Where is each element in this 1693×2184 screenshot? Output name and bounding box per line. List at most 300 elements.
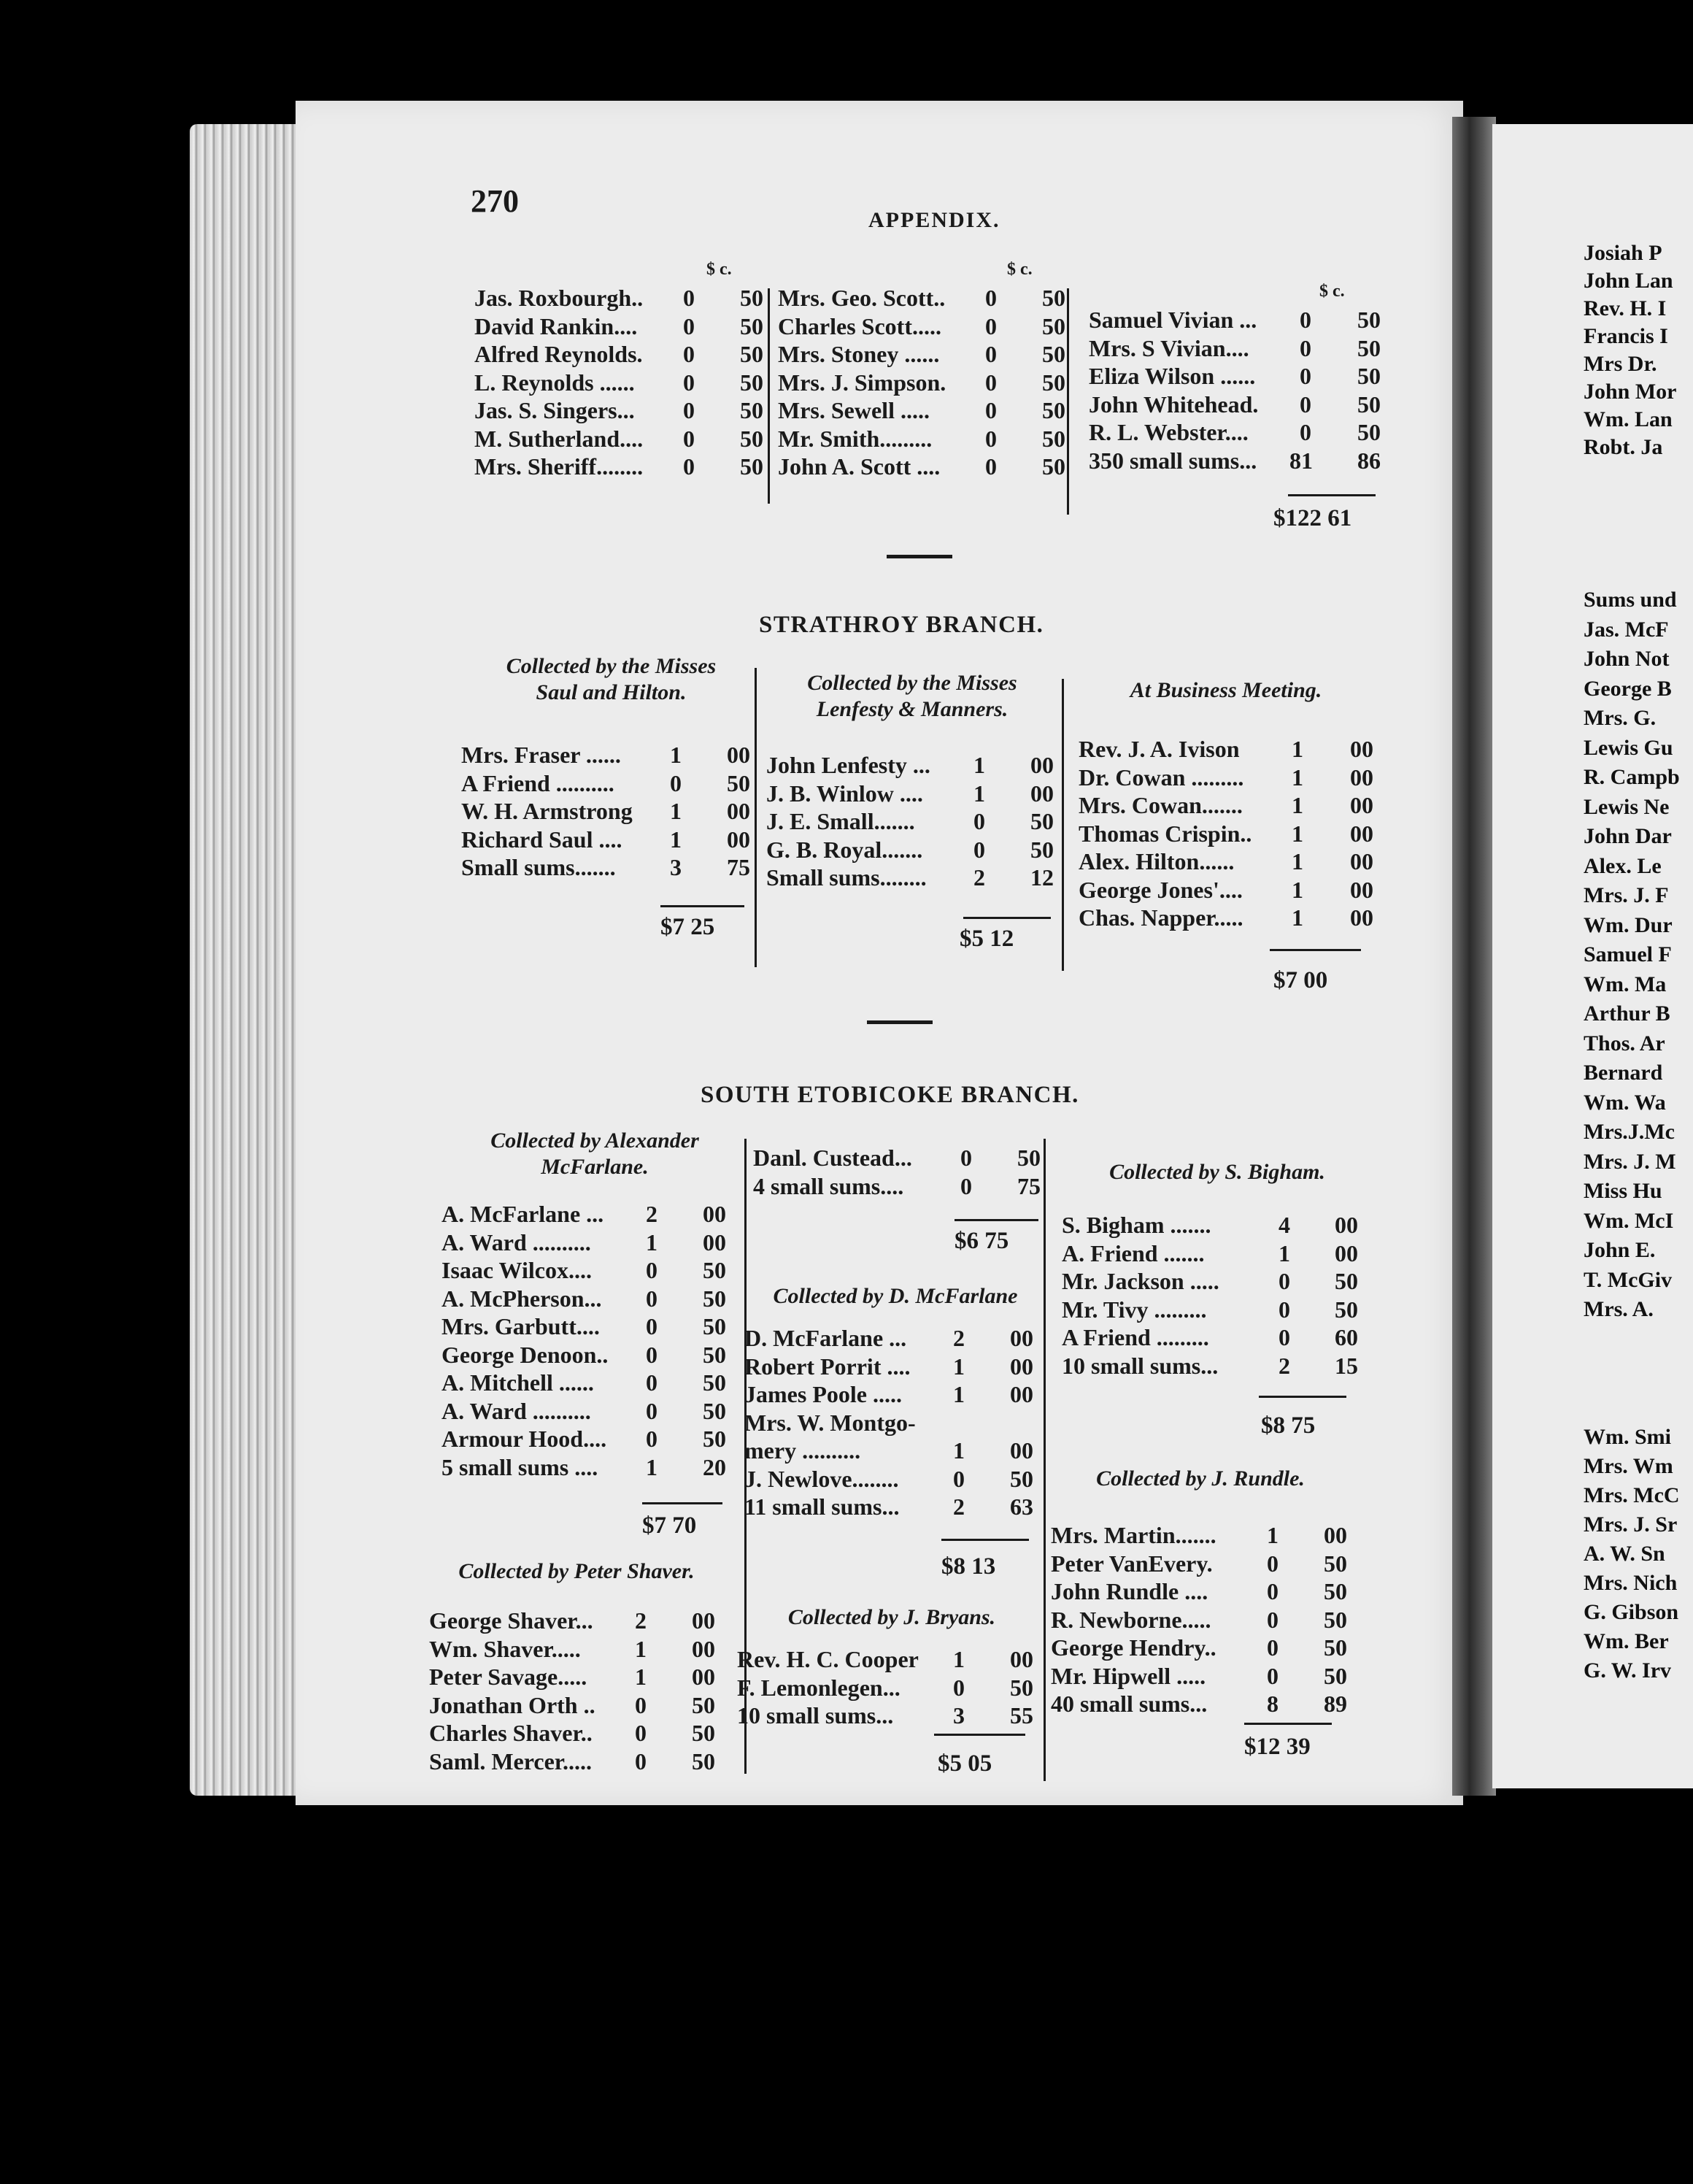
ledger-row [778, 313, 1070, 342]
amount-dollars: 1 [670, 798, 682, 824]
amount-dollars: 0 [960, 1172, 972, 1199]
contributor-name: George Jones'.... [1079, 876, 1243, 903]
ledger-row [1079, 820, 1373, 849]
right-page-line: Lewis Ne [1584, 794, 1670, 819]
contributor-name: Peter Savage..... [429, 1664, 587, 1690]
contributor-name: A Friend .......... [461, 769, 614, 796]
amount-cents: 00 [1335, 1212, 1358, 1238]
ledger-row [778, 369, 1070, 398]
book-page-edges [190, 124, 299, 1796]
ledger-row [744, 1325, 1036, 1353]
ledger-row [1089, 447, 1381, 476]
contributor-name: Charles Scott..... [778, 312, 941, 339]
amount-dollars: 0 [646, 1426, 657, 1452]
etobicoke-col1a-title: Collected by Alexander McFarlane. [490, 1128, 699, 1179]
amount-cents: 00 [1350, 820, 1373, 847]
ledger-row [1089, 363, 1381, 391]
amount-cents: 50 [1324, 1550, 1347, 1577]
amount-cents: 00 [1350, 736, 1373, 762]
amount-dollars: 0 [670, 769, 682, 796]
ledger-row [441, 1454, 733, 1483]
ledger-row [1062, 1239, 1358, 1269]
amount-cents: 50 [740, 425, 763, 452]
right-page-line: John E. [1584, 1238, 1656, 1262]
ledger-row [461, 770, 753, 799]
right-page-line: Wm. McI [1584, 1208, 1674, 1233]
ledger-row [766, 752, 1058, 780]
strathroy-col3-title: At Business Meeting. [1130, 678, 1322, 702]
contributor-name: Alex. Hilton...... [1079, 848, 1235, 874]
ledger-row [1051, 1522, 1347, 1550]
strathroy-col3-total: $7 00 [1273, 967, 1328, 993]
contributor-name: Small sums....... [461, 854, 616, 880]
amount-dollars: 1 [1292, 848, 1303, 874]
contributor-name: Thomas Crispin.. [1079, 820, 1252, 847]
sum-rule [955, 1219, 1038, 1221]
etobicoke-col3a-title: Collected by S. Bigham. [1109, 1160, 1325, 1184]
contributor-name: Saml. Mercer..... [429, 1747, 593, 1774]
amount-cents: 00 [1350, 904, 1373, 931]
right-page-line: John Mor [1584, 380, 1677, 404]
ledger-row [1089, 307, 1381, 335]
section-separator [867, 1020, 933, 1024]
amount-cents: 00 [703, 1228, 726, 1256]
ledger-row [441, 1257, 733, 1285]
etobicoke-col2a-list [753, 1145, 1045, 1201]
sum-rule [1259, 1396, 1346, 1398]
amount-cents: 75 [727, 854, 750, 880]
right-page-line: John Not [1584, 647, 1670, 671]
amount-cents: 00 [1030, 752, 1054, 778]
contributor-name: Alfred Reynolds. [474, 341, 643, 367]
amount-dollars: 81 [1289, 447, 1313, 474]
amount-dollars: 1 [1292, 904, 1303, 931]
contributor-name: J. B. Winlow .... [766, 780, 923, 807]
amount-dollars: 0 [683, 285, 695, 311]
ledger-row [1079, 876, 1373, 905]
sum-rule [963, 917, 1051, 919]
ledger-row [1051, 1578, 1347, 1607]
amount-dollars: 0 [683, 369, 695, 396]
amount-dollars: 1 [973, 780, 985, 807]
column-rule [1062, 679, 1064, 971]
right-page-line: Jas. McF [1584, 617, 1669, 642]
contributor-name: Dr. Cowan ......... [1079, 764, 1244, 791]
amount-dollars: 1 [670, 826, 682, 853]
contributor-name: Robert Porrit .... [744, 1353, 911, 1380]
ledger-row [778, 341, 1070, 369]
amount-cents: 50 [1042, 369, 1065, 396]
ledger-row [1051, 1550, 1347, 1579]
contributor-name: Mrs. W. Montgo- [744, 1409, 916, 1436]
ledger-row [441, 1369, 733, 1398]
right-page-line: Wm. Dur [1584, 912, 1673, 937]
amount-dollars: 1 [646, 1228, 657, 1256]
amount-cents: 50 [1324, 1578, 1347, 1604]
top-col-1 [474, 285, 766, 482]
amount-cents: 00 [692, 1607, 715, 1634]
page-number: 270 [471, 183, 519, 219]
amount-dollars: 1 [1267, 1522, 1279, 1548]
amount-cents: 00 [692, 1635, 715, 1662]
amount-cents: 60 [1335, 1324, 1358, 1350]
amount-dollars: 0 [985, 425, 997, 452]
right-page-line: Samuel F [1584, 942, 1672, 966]
contributor-name: Mrs. J. Simpson. [778, 369, 946, 396]
strathroy-col1-total: $7 25 [660, 914, 715, 940]
dollar-cents-header: $ c. [1319, 282, 1345, 301]
right-page-line: Rev. H. I [1584, 296, 1667, 320]
contributor-name: F. Lemonlegen... [737, 1674, 901, 1701]
ledger-row [1089, 419, 1381, 447]
amount-cents: 00 [1335, 1239, 1358, 1266]
sum-rule [934, 1734, 1025, 1736]
ledger-row [1062, 1324, 1358, 1353]
ledger-row [778, 397, 1070, 426]
amount-cents: 00 [1350, 792, 1373, 818]
contributor-name: Mrs. Fraser ...... [461, 742, 621, 768]
amount-cents: 20 [703, 1453, 726, 1480]
amount-cents: 50 [740, 397, 763, 423]
amount-cents: 12 [1030, 864, 1054, 891]
amount-dollars: 0 [953, 1465, 965, 1492]
amount-dollars: 0 [973, 808, 985, 834]
ledger-row [744, 1466, 1036, 1494]
amount-cents: 00 [1010, 1437, 1033, 1464]
amount-dollars: 0 [646, 1313, 657, 1339]
ledger-row [474, 426, 766, 454]
contributor-name: Mrs. Stoney ...... [778, 341, 940, 367]
ledger-row [737, 1646, 1033, 1674]
dollar-cents-header: $ c. [706, 260, 732, 279]
ledger-row [753, 1173, 1045, 1201]
contributor-name: 350 small sums... [1089, 447, 1257, 474]
amount-cents: 50 [703, 1341, 726, 1368]
right-page-line: G. Gibson [1584, 1600, 1679, 1624]
amount-dollars: 0 [1267, 1550, 1279, 1577]
contributor-name: 4 small sums.... [753, 1172, 904, 1199]
amount-dollars: 1 [635, 1664, 647, 1690]
ledger-row [474, 341, 766, 369]
column-rule [755, 668, 757, 967]
right-page-line: Miss Hu [1584, 1179, 1662, 1203]
contributor-name: Samuel Vivian ... [1089, 307, 1257, 333]
amount-dollars: 1 [1292, 820, 1303, 847]
strathroy-col2-title: Collected by the Misses Lenfesty & Manners. [807, 671, 1017, 721]
strathroy-col3-list [1079, 736, 1373, 933]
amount-dollars: 1 [1292, 736, 1303, 762]
right-page-line: Mrs. J. Sr [1584, 1512, 1678, 1537]
amount-dollars: 0 [646, 1397, 657, 1424]
contributor-name: A Friend ......... [1062, 1324, 1209, 1350]
ledger-row [461, 742, 753, 770]
ledger-row [474, 285, 766, 313]
amount-dollars: 0 [985, 369, 997, 396]
contributor-name: Chas. Napper..... [1079, 904, 1243, 931]
ledger-row [429, 1720, 721, 1748]
ledger-row [1079, 848, 1373, 877]
amount-cents: 50 [1042, 397, 1065, 423]
amount-dollars: 1 [1292, 876, 1303, 903]
amount-cents: 50 [703, 1426, 726, 1452]
amount-cents: 50 [740, 369, 763, 396]
amount-dollars: 0 [1300, 307, 1311, 333]
ledger-row [429, 1636, 721, 1664]
amount-cents: 50 [703, 1369, 726, 1396]
contributor-name: R. L. Webster.... [1089, 419, 1249, 445]
contributor-name: Eliza Wilson ...... [1089, 363, 1256, 389]
contributor-name: George Denoon.. [441, 1341, 609, 1368]
ledger-row [441, 1285, 733, 1314]
sum-rule [1270, 949, 1361, 951]
amount-dollars: 0 [635, 1720, 647, 1746]
right-page-line: Mrs. Wm [1584, 1454, 1673, 1478]
amount-cents: 50 [727, 769, 750, 796]
etobicoke-col1b-title: Collected by Peter Shaver. [458, 1559, 695, 1583]
contributor-name: Small sums........ [766, 864, 927, 891]
amount-dollars: 1 [1292, 764, 1303, 791]
ledger-row [429, 1607, 721, 1636]
contributor-name: Jas. Roxbourgh.. [474, 285, 644, 311]
contributor-name: Danl. Custead... [753, 1145, 912, 1171]
amount-dollars: 0 [1300, 391, 1311, 418]
ledger-row [1062, 1296, 1358, 1325]
amount-dollars: 1 [1279, 1239, 1290, 1266]
amount-cents: 86 [1357, 447, 1381, 474]
contributor-name: M. Sutherland.... [474, 425, 644, 452]
contributor-name: Isaac Wilcox.... [441, 1257, 592, 1283]
ledger-row [744, 1493, 1036, 1522]
right-page-line: Mrs. J. F [1584, 883, 1669, 907]
right-page-line: Josiah P [1584, 241, 1662, 265]
sum-rule [1244, 1723, 1332, 1725]
amount-cents: 50 [703, 1257, 726, 1283]
contributor-name: 5 small sums .... [441, 1453, 598, 1480]
sum-rule [660, 905, 744, 907]
contributor-name: A. Ward .......... [441, 1397, 591, 1424]
contributor-name: G. B. Royal....... [766, 836, 923, 863]
amount-cents: 50 [692, 1691, 715, 1718]
amount-dollars: 3 [953, 1702, 965, 1729]
contributor-name: George Shaver... [429, 1607, 593, 1634]
amount-dollars: 2 [973, 864, 985, 891]
etobicoke-col2c-total: $5 05 [938, 1750, 992, 1777]
contributor-name: Armour Hood.... [441, 1426, 607, 1452]
amount-cents: 89 [1324, 1691, 1347, 1717]
contributor-name: Mr. Smith......... [778, 425, 933, 452]
amount-dollars: 0 [1300, 419, 1311, 445]
contributor-name: A. McPherson... [441, 1285, 602, 1312]
ledger-row [1051, 1634, 1347, 1663]
ledger-row [766, 837, 1058, 865]
amount-dollars: 1 [670, 742, 682, 768]
right-page-line: A. W. Sn [1584, 1542, 1665, 1566]
sum-rule [642, 1502, 722, 1504]
ledger-row [441, 1229, 733, 1258]
amount-cents: 50 [1042, 341, 1065, 367]
amount-cents: 00 [727, 826, 750, 853]
etobicoke-col1a-total: $7 70 [642, 1512, 697, 1539]
amount-dollars: 0 [635, 1747, 647, 1774]
contributor-name: Mrs. S Vivian.... [1089, 334, 1249, 361]
contributor-name: 11 small sums... [744, 1493, 900, 1520]
ledger-row [1079, 904, 1373, 933]
right-page-line: Sums und [1584, 588, 1677, 612]
ledger-row [474, 313, 766, 342]
amount-dollars: 1 [953, 1646, 965, 1672]
amount-dollars: 0 [1267, 1634, 1279, 1661]
amount-cents: 00 [727, 798, 750, 824]
sum-rule [1288, 494, 1376, 496]
sum-rule [941, 1539, 1029, 1541]
right-page-line: Thos. Ar [1584, 1031, 1665, 1056]
ledger-row [441, 1342, 733, 1370]
etobicoke-col2b-list [744, 1325, 1036, 1522]
ledger-row [766, 780, 1058, 809]
amount-dollars: 0 [683, 341, 695, 367]
amount-cents: 50 [1324, 1634, 1347, 1661]
amount-dollars: 0 [1300, 334, 1311, 361]
dollar-cents-header: $ c. [1007, 260, 1033, 279]
amount-cents: 15 [1335, 1352, 1358, 1379]
right-page-line: Wm. Wa [1584, 1090, 1666, 1115]
right-page-line: Wm. Smi [1584, 1425, 1671, 1449]
amount-cents: 50 [1042, 453, 1065, 480]
amount-dollars: 1 [953, 1437, 965, 1464]
amount-cents: 50 [1042, 425, 1065, 452]
amount-cents: 50 [692, 1720, 715, 1746]
strathroy-heading: STRATHROY BRANCH. [759, 612, 1044, 638]
contributor-name: Jonathan Orth .. [429, 1691, 595, 1718]
amount-dollars: 0 [985, 312, 997, 339]
etobicoke-col2b-title: Collected by D. McFarlane [773, 1284, 1018, 1308]
right-page-line: Wm. Ma [1584, 972, 1667, 996]
right-page-line: Robt. Ja [1584, 435, 1663, 459]
ledger-row [1051, 1606, 1347, 1635]
contributor-name: D. McFarlane ... [744, 1325, 907, 1351]
amount-cents: 00 [1324, 1522, 1347, 1548]
ledger-row [1089, 391, 1381, 420]
ledger-row [474, 453, 766, 482]
contributor-name: Mr. Tivy ......... [1062, 1296, 1207, 1323]
amount-dollars: 2 [635, 1607, 647, 1634]
ledger-row [474, 369, 766, 398]
contributor-name: Peter VanEvery. [1051, 1550, 1213, 1577]
amount-dollars: 0 [1279, 1296, 1290, 1323]
amount-dollars: 0 [953, 1674, 965, 1701]
amount-dollars: 0 [646, 1369, 657, 1396]
right-page-line: Mrs Dr. [1584, 352, 1657, 376]
ledger-row [737, 1674, 1033, 1703]
amount-cents: 50 [703, 1397, 726, 1424]
ledger-row [1062, 1212, 1358, 1240]
amount-cents: 00 [1010, 1325, 1033, 1351]
amount-cents: 50 [1357, 363, 1381, 389]
book-gutter [1452, 117, 1496, 1796]
amount-cents: 50 [1357, 419, 1381, 445]
contributor-name: R. Newborne..... [1051, 1606, 1211, 1633]
contributor-name: Rev. J. A. Ivison [1079, 736, 1240, 762]
contributor-name: Mrs. Geo. Scott.. [778, 285, 946, 311]
contributor-name: 10 small sums... [737, 1702, 894, 1729]
etobicoke-col2b-total: $8 13 [941, 1553, 996, 1580]
column-rule [768, 288, 770, 504]
amount-dollars: 0 [1279, 1324, 1290, 1350]
ledger-row [778, 426, 1070, 454]
contributor-name: Mrs. Cowan....... [1079, 792, 1243, 818]
amount-dollars: 2 [1279, 1352, 1290, 1379]
amount-dollars: 0 [973, 836, 985, 863]
contributor-name: Mrs. Sheriff........ [474, 453, 644, 480]
amount-cents: 50 [1010, 1674, 1033, 1701]
amount-cents: 00 [1010, 1646, 1033, 1672]
ledger-row [744, 1437, 1036, 1466]
amount-cents: 50 [1324, 1606, 1347, 1633]
amount-cents: 50 [1357, 334, 1381, 361]
contributor-name: Rev. H. C. Cooper [737, 1646, 919, 1672]
amount-cents: 50 [1030, 836, 1054, 863]
strathroy-col2-list [766, 752, 1058, 893]
amount-dollars: 0 [1267, 1606, 1279, 1633]
contributor-name: Wm. Shaver..... [429, 1635, 581, 1662]
amount-cents: 50 [1010, 1465, 1033, 1492]
amount-dollars: 8 [1267, 1691, 1279, 1717]
amount-dollars: 0 [683, 453, 695, 480]
ledger-row [1079, 792, 1373, 820]
amount-dollars: 0 [1300, 363, 1311, 389]
ledger-row [429, 1664, 721, 1692]
amount-dollars: 0 [683, 397, 695, 423]
ledger-row [441, 1398, 733, 1426]
etobicoke-col3a-total: $8 75 [1261, 1412, 1316, 1439]
ledger-row [441, 1201, 733, 1229]
amount-dollars: 1 [953, 1353, 965, 1380]
amount-cents: 00 [1010, 1381, 1033, 1407]
right-page-line: Alex. Le [1584, 853, 1662, 878]
contributor-name: John Whitehead. [1089, 391, 1259, 418]
right-page-line: Mrs. J. M [1584, 1149, 1676, 1174]
column-rule [1044, 1139, 1046, 1781]
ledger-row [461, 854, 753, 883]
contributor-name: John Rundle .... [1051, 1578, 1208, 1604]
contributor-name: Mrs. Garbutt.... [441, 1313, 600, 1339]
contributor-name: Richard Saul .... [461, 826, 622, 853]
amount-cents: 00 [1350, 876, 1373, 903]
amount-dollars: 1 [1292, 792, 1303, 818]
contributor-name: Mr. Hipwell ..... [1051, 1662, 1206, 1689]
contributor-name: J. E. Small....... [766, 808, 915, 834]
contributor-name: A. McFarlane ... [441, 1201, 604, 1227]
ledger-row [429, 1748, 721, 1777]
contributor-name: John Lenfesty ... [766, 752, 930, 778]
amount-dollars: 0 [683, 425, 695, 452]
ledger-row [766, 864, 1058, 893]
amount-cents: 50 [1042, 312, 1065, 339]
contributor-name: John A. Scott .... [778, 453, 941, 480]
ledger-row [778, 285, 1070, 313]
amount-dollars: 0 [960, 1145, 972, 1171]
right-page-line: Mrs. A. [1584, 1297, 1654, 1321]
amount-dollars: 2 [953, 1325, 965, 1351]
amount-cents: 50 [703, 1285, 726, 1312]
amount-cents: 50 [692, 1747, 715, 1774]
amount-cents: 50 [1335, 1268, 1358, 1294]
amount-cents: 50 [1335, 1296, 1358, 1323]
running-head: APPENDIX. [868, 208, 1000, 232]
contributor-name: L. Reynolds ...... [474, 369, 635, 396]
amount-dollars: 0 [646, 1257, 657, 1283]
contributor-name: 10 small sums... [1062, 1352, 1219, 1379]
